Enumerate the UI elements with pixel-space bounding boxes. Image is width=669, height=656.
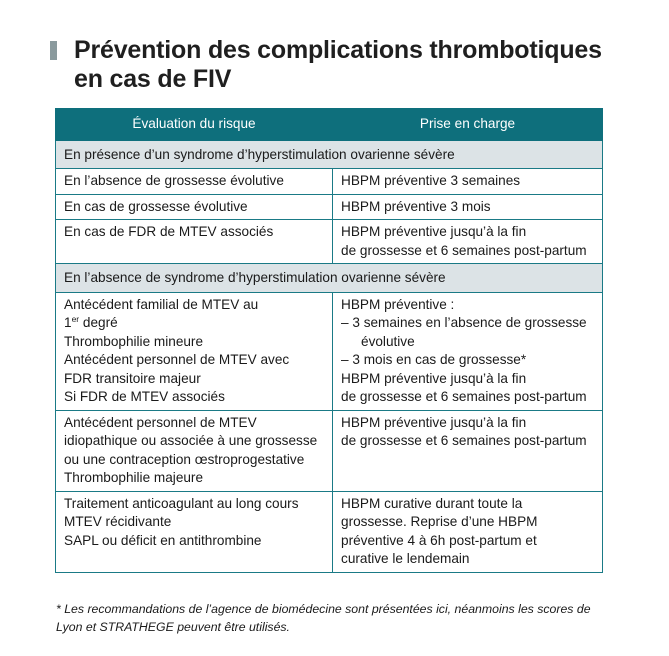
section-row bbox=[56, 264, 603, 293]
risk-cell bbox=[56, 194, 333, 220]
care-line: – 3 mois en cas de grossesse* bbox=[341, 352, 527, 367]
risk-line: Antécédent familial de MTEV au bbox=[64, 296, 259, 312]
risk-line bbox=[64, 314, 324, 333]
table-header-row bbox=[56, 109, 603, 141]
care-cell bbox=[333, 169, 603, 195]
risk-line: FDR transitoire majeur bbox=[64, 370, 201, 386]
risk-cell bbox=[56, 410, 333, 491]
table-row bbox=[56, 292, 603, 410]
table-row bbox=[56, 491, 603, 572]
risk-line: ou une contraception œstroprogestative bbox=[64, 451, 305, 467]
care-cell bbox=[333, 292, 603, 410]
header-risk-assessment: Évaluation du risque bbox=[56, 109, 333, 141]
care-line: de grossesse et 6 semaines post-partum bbox=[341, 433, 587, 448]
title-accent-bar bbox=[50, 41, 57, 60]
page-title-line-2: en cas de FIV bbox=[74, 65, 232, 93]
ordinal-number: 1 bbox=[64, 315, 72, 330]
section-heading: En l’absence de syndrome d’hyperstimulation ovarienne sévère bbox=[56, 264, 603, 293]
risk-cell bbox=[56, 491, 333, 572]
risk-line: En cas de grossesse évolutive bbox=[64, 198, 248, 214]
table-row bbox=[56, 220, 603, 264]
care-cell bbox=[333, 491, 603, 572]
page-title-line-1: Prévention des complications thrombotiques bbox=[74, 36, 602, 64]
risk-line: idiopathique ou associée à une grossesse bbox=[64, 433, 318, 448]
table-row bbox=[56, 169, 603, 195]
care-line: HBPM préventive jusqu’à la fin bbox=[341, 414, 527, 430]
table-row bbox=[56, 194, 603, 220]
footnote: * Les recommandations de l’agence de biomédecine sont présentées ici, néanmoins les scores de Lyon et STRATHEGE peuvent être utilisés. bbox=[56, 602, 591, 634]
risk-line: Thrombophilie majeure bbox=[64, 470, 204, 485]
title-block bbox=[50, 36, 630, 94]
care-line-indented: évolutive bbox=[361, 333, 415, 349]
table-row bbox=[56, 410, 603, 491]
care-line: grossesse. Reprise d’une HBPM bbox=[341, 514, 538, 529]
risk-line: Antécédent personnel de MTEV bbox=[64, 414, 257, 430]
care-line: HBPM préventive jusqu’à la fin bbox=[341, 370, 527, 386]
care-cell bbox=[333, 194, 603, 220]
care-line: de grossesse et 6 semaines post-partum bbox=[341, 242, 587, 258]
care-line: HBPM curative durant toute la bbox=[341, 495, 523, 511]
risk-line: Si FDR de MTEV associés bbox=[64, 389, 225, 404]
care-line: HBPM préventive 3 mois bbox=[341, 198, 491, 214]
section-heading: En présence d’un syndrome d’hyperstimulation ovarienne sévère bbox=[56, 140, 603, 169]
risk-line: En l’absence de grossesse évolutive bbox=[64, 173, 284, 188]
care-line: HBPM préventive 3 semaines bbox=[341, 173, 521, 188]
ordinal-rest: degré bbox=[79, 315, 118, 330]
risk-line: En cas de FDR de MTEV associés bbox=[64, 224, 274, 239]
ordinal-suffix: er bbox=[71, 314, 80, 324]
risk-management-table bbox=[55, 108, 603, 573]
care-line: HBPM préventive : bbox=[341, 296, 455, 312]
care-cell bbox=[333, 220, 603, 264]
care-line: de grossesse et 6 semaines post-partum bbox=[341, 389, 587, 404]
care-line: curative le lendemain bbox=[341, 551, 470, 566]
care-line: HBPM préventive jusqu’à la fin bbox=[341, 224, 527, 239]
care-line: – 3 semaines en l’absence de grossesse bbox=[341, 315, 587, 330]
risk-line: SAPL ou déficit en antithrombine bbox=[64, 532, 262, 548]
risk-line: Thrombophilie mineure bbox=[64, 333, 204, 349]
care-cell bbox=[333, 410, 603, 491]
header-management: Prise en charge bbox=[333, 109, 603, 141]
risk-cell bbox=[56, 292, 333, 410]
risk-cell bbox=[56, 220, 333, 264]
risk-cell bbox=[56, 169, 333, 195]
risk-line: Antécédent personnel de MTEV avec bbox=[64, 352, 290, 367]
section-row bbox=[56, 140, 603, 169]
risk-line: Traitement anticoagulant au long cours bbox=[64, 495, 299, 511]
care-line: préventive 4 à 6h post-partum et bbox=[341, 532, 537, 548]
risk-line: MTEV récidivante bbox=[64, 514, 172, 529]
page-title bbox=[50, 36, 630, 94]
